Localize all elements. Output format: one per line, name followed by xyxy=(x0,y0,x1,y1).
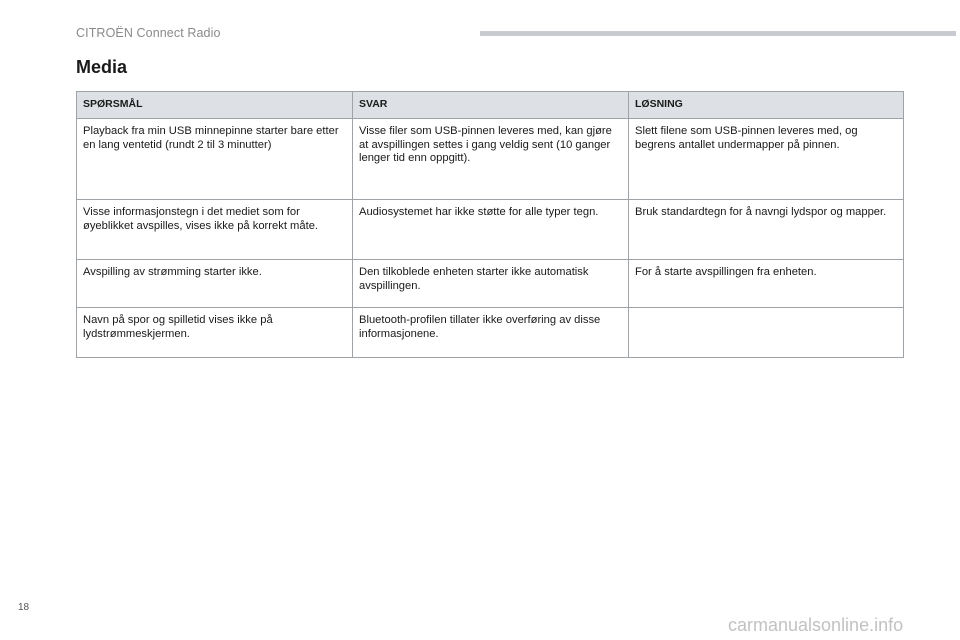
page-number: 18 xyxy=(18,602,30,613)
answer-cell: Den tilkoblede enheten starter ikke automatisk avspillingen. xyxy=(353,260,629,308)
table-header-row xyxy=(77,92,904,119)
table-row xyxy=(77,308,904,358)
answer-cell: Visse filer som USB-pinnen leveres med, kan gjøre at avspillingen settes i gang veldig sent (10 ganger lenger tid enn oppgitt). xyxy=(353,119,629,200)
column-header-solution: LØSNING xyxy=(629,92,904,119)
solution-cell: For å starte avspillingen fra enheten. xyxy=(629,260,904,308)
manual-header-title: CITROËN Connect Radio xyxy=(76,26,221,40)
column-header-answer: SVAR xyxy=(353,92,629,119)
watermark-text: carmanualsonline.info xyxy=(728,615,904,635)
solution-cell xyxy=(629,308,904,358)
header-divider-bar xyxy=(480,31,956,36)
answer-cell: Audiosystemet har ikke støtte for alle typer tegn. xyxy=(353,200,629,260)
solution-cell: Slett filene som USB-pinnen leveres med, og begrens antallet undermapper på pinnen. xyxy=(629,119,904,200)
column-header-question: SPØRSMÅL xyxy=(77,92,353,119)
question-cell: Playback fra min USB minnepinne starter bare etter en lang ventetid (rundt 2 til 3 minutter) xyxy=(77,119,353,200)
question-cell: Avspilling av strømming starter ikke. xyxy=(77,260,353,308)
table-row xyxy=(77,200,904,260)
page-title: Media xyxy=(76,57,128,77)
table-row xyxy=(77,260,904,308)
question-cell: Navn på spor og spilletid vises ikke på lydstrømmeskjermen. xyxy=(77,308,353,358)
troubleshooting-table xyxy=(76,91,904,358)
table-row xyxy=(77,119,904,200)
answer-cell: Bluetooth-profilen tillater ikke overføring av disse informasjonene. xyxy=(353,308,629,358)
solution-cell: Bruk standardtegn for å navngi lydspor og mapper. xyxy=(629,200,904,260)
question-cell: Visse informasjonstegn i det mediet som for øyeblikket avspilles, vises ikke på korrekt måte. xyxy=(77,200,353,260)
